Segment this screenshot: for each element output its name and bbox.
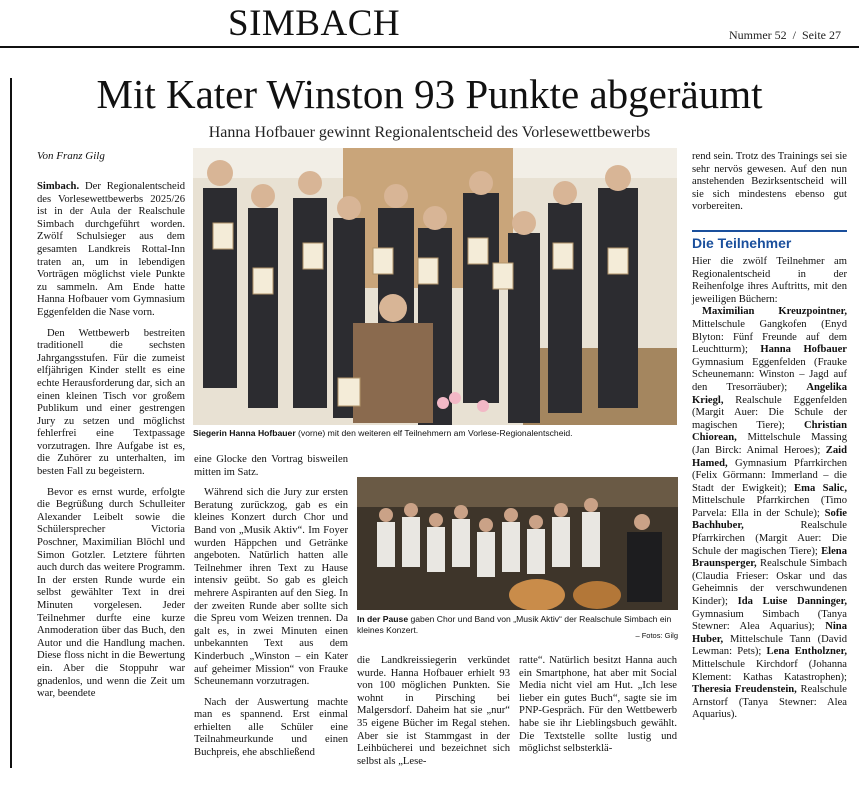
photo-credit: – Fotos: Gilg xyxy=(635,631,678,640)
paragraph: ratte“. Natürlich besitzt Hanna auch ein Smartphone, hat aber mit Social Media nicht viel am Hut. „Ich lese lieber ein gutes Buch“, sagte sie im PNP-Gespräch. Für den Wettbewerb habe sie ihr Lieblingsbuch gewählt. Die Textstelle sollte lustig und möglichst selbsterklä- xyxy=(519,655,677,755)
photo-caption-1 xyxy=(193,428,677,439)
participant-name: Nina Huber, xyxy=(692,621,847,645)
article-subhead: Hanna Hofbauer gewinnt Regionalentscheid des Vorlesewettbewerbs xyxy=(208,124,651,141)
text-column-2 xyxy=(194,454,348,768)
participant-details: Realschule Arnstorf (Tanya Stewner: Alea Aquarius). xyxy=(692,684,847,721)
caption-lead: In der Pause xyxy=(357,614,409,624)
participants-list xyxy=(692,306,847,722)
participants-text xyxy=(692,306,847,720)
text-column-4 xyxy=(519,655,677,764)
paragraph xyxy=(37,181,185,320)
concert-photo xyxy=(357,477,678,610)
text-column-3 xyxy=(357,655,510,776)
participant-details: Gymnasium Simbach (Tanya Stewner: Alea Aquarius); xyxy=(692,608,847,633)
participant-details: Gymnasium Eggenfelden (Frauke Scheunemann: Winston – Jagd auf den Tresorräuber); xyxy=(692,356,847,393)
newspaper-masthead: SIMBACH xyxy=(228,3,401,44)
paragraph: Nach der Auswertung machte man es spannend. Erst einmal erhielten alle Schüler eine Teilnahmeurkunde und einen Buchpreis, ehe abschließend xyxy=(194,696,348,759)
paragraph: Bevor es ernst wurde, erfolgte die Begrüßung durch Schulleiter Alexander Leibelt sowie die Schülersprecher Victoria Poschner, Maximilian Blöchl und Simon Gotzler. Letztere führten auch durch das weitere Programm. In der ersten Runde wurde ein selbst gewählter Text in drei Minuten vorgelesen. Jeder Teilnehmer durfte eine kurze Anmoderation über das Buch, den Autor und die Handlung machen. Diese floss nicht in die Bewertung ein. Aber die Stoppuhr war gnadenlos, und wenn die Zeit um war, beendete xyxy=(37,486,185,700)
article-headline: Mit Kater Winston 93 Punkte abgeräumt xyxy=(96,71,763,117)
caption-text: (vorne) mit den weiteren elf Teilnehmern am Vorlese-Regionalentscheid. xyxy=(295,428,573,438)
participant-details: Mittelschule Tann (David Lewman: Pets); xyxy=(692,633,847,658)
paragraph: eine Glocke den Vortrag bisweilen mitten im Satz. xyxy=(194,454,348,478)
paragraph: Während sich die Jury zur ersten Beratung zurückzog, gab es ein kleines Konzert durch Chor und Band von „Musik Aktiv“. Im Foyer wurden Häppchen und Getränke angeboten. Natürlich hatten alle Teilnehmer ihren Text zu Hause intensiv geübt. So gab es gleich mehrere Aspiranten auf den Sieg. In der zweiten Runde aber sollte sich die Spreu vom Weizen trennen. Da galt es, in zwei Minuten einen unbekannten Text aus dem Kinderbuch „Winston – ein Kater auf geheimer Mission“ von Frauke Scheunemann vorzutragen. xyxy=(194,487,348,688)
participants-box xyxy=(692,256,847,722)
participant-details: Mittelschule Kirchdorf (Johanna Klement: Kathas Katastrophen); xyxy=(692,659,847,683)
text-column-5 xyxy=(692,151,847,222)
byline: Von Franz Gilg xyxy=(37,150,105,162)
participant-name: Lena Entholzner, xyxy=(766,646,847,658)
participant-name: Ida Luise Danninger, xyxy=(737,596,847,608)
paragraph-text: Der Regionalentscheid des Vorlesewettbewerbs 2025/26 ist in der Aula der Realschule Simbach durchgeführt worden. Zwölf Schulsieger aus dem gesamten Landkreis Rottal-Inn traten an, um in lebendigen Vorträgen möglichst viele Punkte zu sammeln. Am Ende hatte Hanna Hofbauer vom Gymnasium Eggenfelden die Nase vorn. xyxy=(37,181,185,318)
participant-name: Elena Braunsperger, xyxy=(692,545,847,570)
participant-details: Realschule Pfarrkirchen (Margit Auer: Die Schule der magischen Tiere); xyxy=(692,520,847,557)
dateline: Simbach. xyxy=(37,181,80,192)
group-photo-illustration xyxy=(193,148,677,425)
participant-name: Angelika Kriegl, xyxy=(692,381,847,406)
participant-details: Mittelschule Massing (Jan Birck: Animal Heroes); xyxy=(692,432,847,456)
caption-lead: Siegerin Hanna Hofbauer xyxy=(193,428,296,438)
participant-name: Sofie Bachhuber, xyxy=(692,507,847,532)
paragraph: die Landkreissiegerin verkündet wurde. Hanna Hofbauer erhielt 93 von 100 möglichen Punkten. Sie wohnt in Pirsching bei Malgersdorf. Daheim hat sie „nur“ 35 eigene Bücher im Regal stehen. Aber sie ist Stammgast in der Leihbücherei und bezeichnet sich selbst als „Lese- xyxy=(357,655,510,767)
participant-name: Theresia Freudenstein, xyxy=(692,684,797,696)
participant-name: Ema Salic, xyxy=(794,482,847,494)
masthead-rule xyxy=(0,46,859,48)
participant-details: Mittelschule Pfarrkirchen (Timo Parvela: Ella in der Schule); xyxy=(692,495,847,519)
text-column-1 xyxy=(37,181,185,709)
participant-details: Mittelschule Gangkofen (Enyd Blyton: Fünf Freunde auf dem Leuchtturm); xyxy=(692,318,847,356)
paragraph: rend sein. Trotz des Trainings sei sie sehr nervös gewesen. Auf den nun anstehenden Bezirksentscheid will sie sich mindestens ebenso gut vorbereiten. xyxy=(692,151,847,213)
participants-intro: Hier die zwölf Teilnehmer am Regionalentscheid in der Reihenfolge ihres Auftritts, mit den jeweiligen Büchern: xyxy=(692,256,847,305)
photo-caption-2 xyxy=(357,614,678,636)
participant-details: Realschule Simbach (Claudia Frieser: Oskar und das Geheimnis der verschwundenen Kinder); xyxy=(692,558,847,608)
participant-name: Hanna Hofbauer xyxy=(760,344,847,356)
concert-photo-illustration xyxy=(357,477,678,610)
participant-name: Zaid Hamed, xyxy=(692,444,847,469)
issue-info: Nummer 52 / Seite 27 xyxy=(729,28,841,42)
participant-details: Realschule Eggenfelden (Margit Auer: Die Schule der magischen Tiere); xyxy=(692,394,847,431)
page-left-rule xyxy=(10,78,12,768)
group-photo xyxy=(193,148,677,425)
caption-text: gaben Chor und Band von „Musik Aktiv“ der Realschule Simbach ein kleines Konzert. xyxy=(357,614,672,635)
section-heading: Die Teilnehmer xyxy=(692,235,792,251)
participant-details: Gymnasium Pfarrkirchen (Felix Görmann: Immerland – die Stadt der Ewigkeit); xyxy=(692,457,847,494)
participant-name: Maximilian Kreuzpointner, xyxy=(702,306,847,318)
paragraph: Den Wettbewerb bestreiten traditionell die sechsten Jahrgangsstufen. Für die zumeist elfjährigen Kinder stellt es eine echte Herausforderung dar, sich an einen kleinen Tisch vor großem Publikum und einer gestrengen Jury zu setzen und möglichst fehlerfrei eine Textpassage vorzutragen. Ihre Aufgabe ist es, die Zuhörer zu unterhalten, im besten Fall zu begeistern. xyxy=(37,327,185,478)
section-rule xyxy=(692,230,847,232)
participant-name: Christian Chiorean, xyxy=(692,419,847,444)
